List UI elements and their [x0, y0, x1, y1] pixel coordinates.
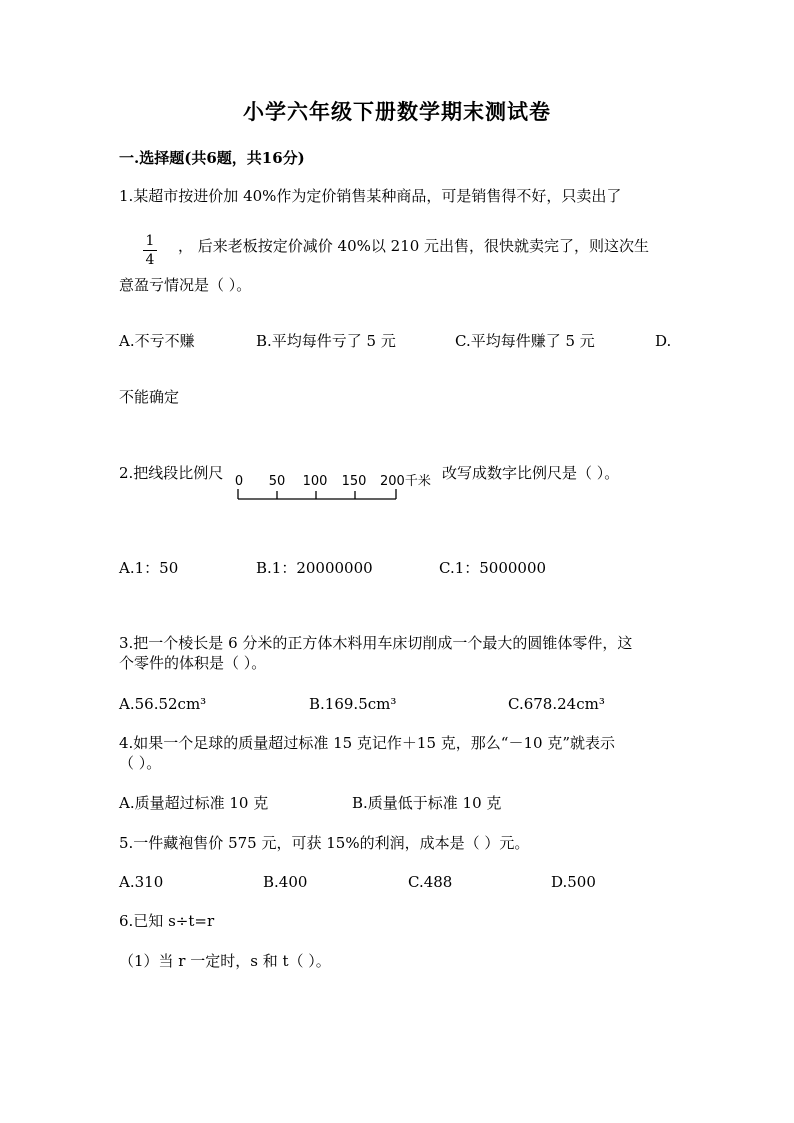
q1-line-3: 意盈亏情况是（ ）。	[119, 276, 252, 294]
q1-option-c[interactable]: C.平均每件赚了 5 元	[455, 332, 595, 350]
q1-fraction-numerator: 1	[143, 233, 157, 251]
q5-option-b[interactable]: B.400	[263, 873, 308, 891]
q1-option-d-continued: 不能确定	[119, 388, 180, 406]
q1-line-2: ， 后来老板按定价减价 40%以 210 元出售，很快就卖完了，则这次生	[178, 237, 650, 255]
scale-label-150: 150	[341, 474, 367, 489]
q3-line-2: 个零件的体积是（ ）。	[119, 654, 267, 672]
q6-line-1: 6.已知 s÷t=r	[119, 912, 215, 930]
q3-option-a[interactable]: A.56.52cm³	[119, 695, 207, 713]
q4-line-1: 4.如果一个足球的质量超过标准 15 克记作＋15 克，那么“－10 克”就表示	[119, 734, 615, 752]
q2-prefix: 2.把线段比例尺	[119, 464, 224, 482]
q3-option-c[interactable]: C.678.24cm³	[508, 695, 605, 713]
scale-label-100: 100	[302, 474, 328, 489]
q1-fraction	[143, 233, 157, 268]
q1-option-b[interactable]: B.平均每件亏了 5 元	[256, 332, 396, 350]
q6-sub-1: （1）当 r 一定时，s 和 t（ ）。	[119, 952, 331, 970]
q1-fraction-denominator: 4	[145, 252, 155, 268]
q4-option-a[interactable]: A.质量超过标准 10 克	[119, 794, 269, 812]
q5-line-1: 5.一件藏袍售价 575 元，可获 15%的利润，成本是（ ）元。	[119, 834, 530, 852]
q3-line-1: 3.把一个棱长是 6 分米的正方体木料用车床切削成一个最大的圆锥体零件，这	[119, 634, 633, 652]
page-title: 小学六年级下册数学期末测试卷	[243, 99, 551, 124]
q2-option-b[interactable]: B.1：20000000	[256, 559, 373, 577]
section-heading: 一.选择题(共6题，共16分)	[119, 149, 305, 167]
scale-label-200: 200千米	[380, 474, 431, 489]
scale-label-50: 50	[268, 474, 286, 489]
q2-option-c[interactable]: C.1：5000000	[439, 559, 547, 577]
q2-option-a[interactable]: A.1：50	[119, 559, 179, 577]
q1-option-d[interactable]: D.	[655, 332, 672, 350]
q5-option-a[interactable]: A.310	[119, 873, 164, 891]
q1-line-1: 1.某超市按进价加 40%作为定价销售某种商品，可是销售得不好，只卖出了	[119, 187, 622, 205]
q5-option-c[interactable]: C.488	[408, 873, 453, 891]
q3-option-b[interactable]: B.169.5cm³	[309, 695, 397, 713]
q1-option-a[interactable]: A.不亏不赚	[119, 332, 195, 350]
scale-bar	[230, 470, 442, 504]
q4-line-2: （ ）。	[119, 754, 162, 772]
q5-option-d[interactable]: D.500	[551, 873, 596, 891]
q4-option-b[interactable]: B.质量低于标准 10 克	[352, 794, 502, 812]
q2-suffix: 改写成数字比例尺是（ ）。	[442, 464, 620, 482]
scale-label-0: 0	[234, 474, 244, 489]
